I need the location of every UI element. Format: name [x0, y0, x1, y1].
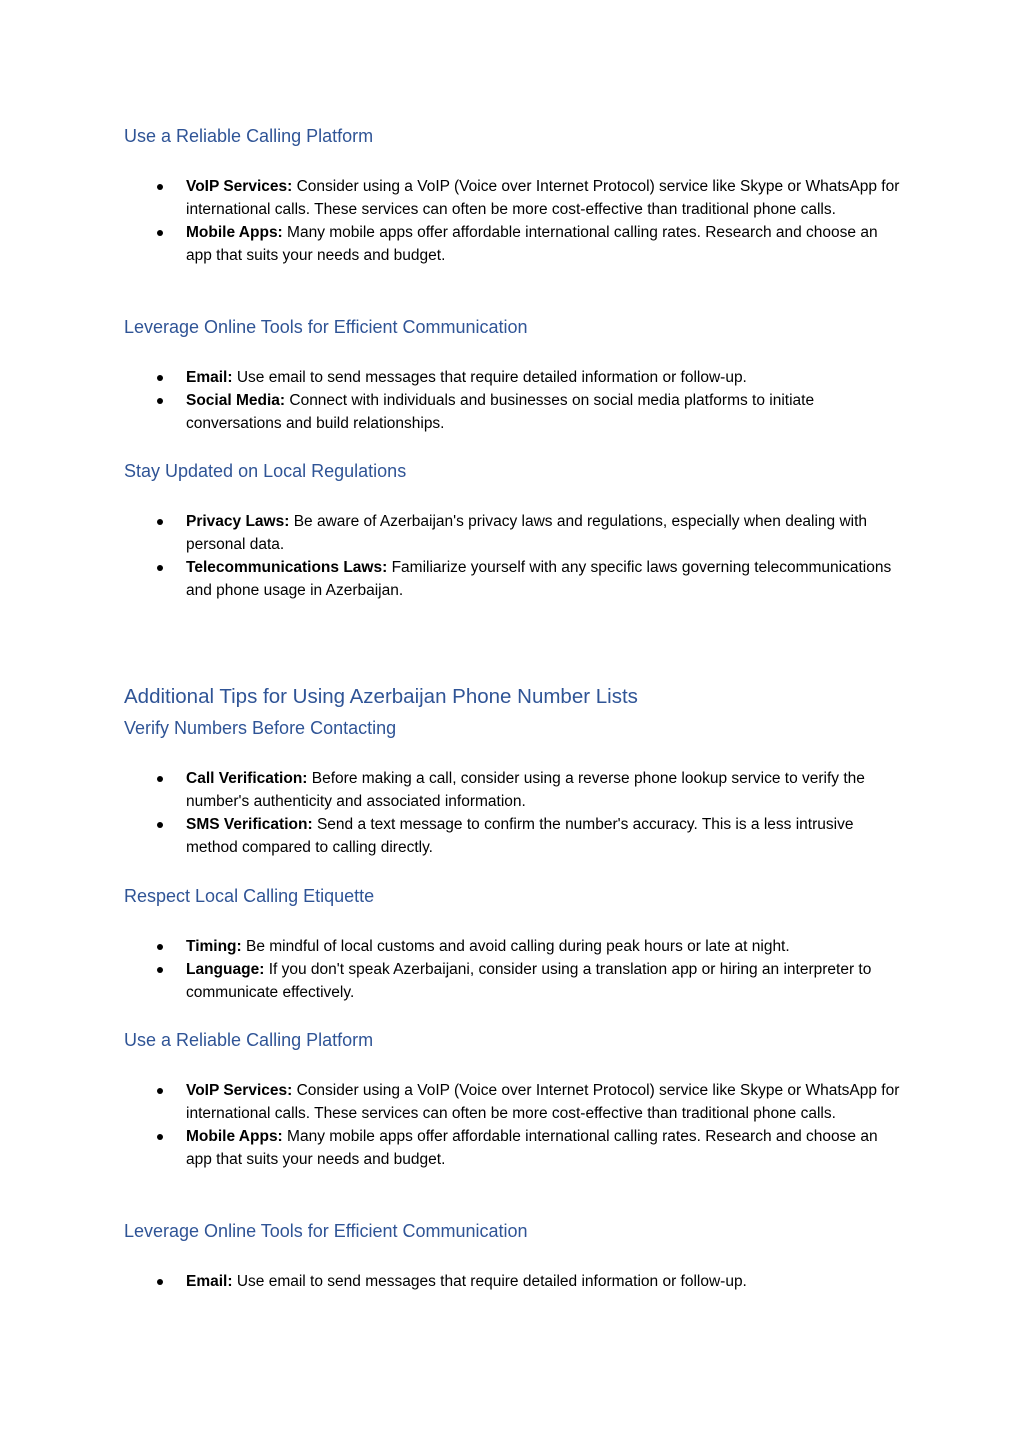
- bullet-list: [124, 935, 904, 1004]
- item-text: If you don't speak Azerbaijani, consider using a translation app or hiring an interpreter to communicate effectively.: [186, 961, 872, 1001]
- section-online-tools: [124, 315, 904, 435]
- item-text: Consider using a VoIP (Voice over Internet Protocol) service like Skype or WhatsApp for international calls. These services can often be more cost-effective than traditional phone calls.: [186, 178, 900, 218]
- item-text: Be mindful of local customs and avoid calling during peak hours or late at night.: [246, 938, 790, 955]
- item-term: Email:: [186, 1273, 233, 1290]
- item-term: VoIP Services:: [186, 178, 293, 195]
- bullet-icon: [157, 967, 163, 973]
- item-text: Use email to send messages that require detailed information or follow-up.: [236, 1273, 747, 1290]
- bullet-list: [124, 1270, 904, 1293]
- document-page: [124, 0, 904, 1447]
- list-item: [124, 1079, 904, 1125]
- list-item: [124, 366, 904, 389]
- list-item: [124, 1125, 904, 1171]
- item-term: Privacy Laws:: [186, 513, 290, 530]
- section-heading: Use a Reliable Calling Platform: [124, 1030, 374, 1050]
- bullet-icon: [157, 398, 163, 404]
- bullet-list: [124, 510, 904, 602]
- section-heading: Respect Local Calling Etiquette: [124, 886, 375, 906]
- item-text: Many mobile apps offer affordable international calling rates. Research and choose an app that suits your needs and budget.: [186, 224, 878, 264]
- bullet-list: [124, 767, 904, 859]
- list-item: [124, 389, 904, 435]
- list-item: [124, 175, 904, 221]
- bullet-list: [124, 366, 904, 435]
- item-text: Before making a call, consider using a reverse phone lookup service to verify the number's authenticity and associated information.: [186, 770, 865, 810]
- list-item: [124, 510, 904, 556]
- item-term: Language:: [186, 961, 265, 978]
- list-item: [124, 813, 904, 859]
- bullet-icon: [157, 822, 163, 828]
- list-item: [124, 221, 904, 267]
- bullet-icon: [157, 375, 163, 381]
- major-heading: Additional Tips for Using Azerbaijan Phone Number Lists: [124, 685, 638, 708]
- item-text: Be aware of Azerbaijan's privacy laws and regulations, especially when dealing with personal data.: [186, 513, 868, 553]
- section-heading: Verify Numbers Before Contacting: [124, 718, 397, 738]
- bullet-icon: [157, 184, 163, 190]
- item-term: Mobile Apps:: [186, 224, 283, 241]
- item-term: Social Media:: [186, 392, 286, 409]
- list-item: [124, 767, 904, 813]
- item-term: Timing:: [186, 938, 242, 955]
- item-text: Familiarize yourself with any specific laws governing telecommunications and phone usage in Azerbaijan.: [186, 559, 892, 599]
- item-text: Connect with individuals and businesses on social media platforms to initiate conversations and build relationships.: [186, 392, 815, 432]
- bullet-icon: [157, 776, 163, 782]
- section-heading: Stay Updated on Local Regulations: [124, 461, 407, 481]
- bullet-list: [124, 175, 904, 267]
- item-term: Telecommunications Laws:: [186, 559, 388, 576]
- item-text: Many mobile apps offer affordable international calling rates. Research and choose an app that suits your needs and budget.: [186, 1128, 878, 1168]
- bullet-icon: [157, 230, 163, 236]
- item-text: Use email to send messages that require detailed information or follow-up.: [236, 369, 747, 386]
- item-term: SMS Verification:: [186, 816, 313, 833]
- section-heading: Leverage Online Tools for Efficient Communication: [124, 317, 528, 337]
- bullet-icon: [157, 519, 163, 525]
- item-term: VoIP Services:: [186, 1082, 293, 1099]
- bullet-icon: [157, 1088, 163, 1094]
- section-heading: Use a Reliable Calling Platform: [124, 126, 374, 146]
- list-item: [124, 1270, 904, 1293]
- section-reliable-calling-platform-repeat: [124, 1028, 904, 1171]
- item-term: Call Verification:: [186, 770, 308, 787]
- item-term: Email:: [186, 369, 233, 386]
- bullet-icon: [157, 565, 163, 571]
- section-verify-numbers: [124, 684, 904, 859]
- bullet-icon: [157, 944, 163, 950]
- item-text: Send a text message to confirm the number's accuracy. This is a less intrusive method compared to calling directly.: [186, 816, 854, 856]
- list-item: [124, 958, 904, 1004]
- bullet-list: [124, 1079, 904, 1171]
- list-item: [124, 556, 904, 602]
- section-reliable-calling-platform: [124, 124, 904, 267]
- item-text: Consider using a VoIP (Voice over Internet Protocol) service like Skype or WhatsApp for international calls. These services can often be more cost-effective than traditional phone calls.: [186, 1082, 900, 1122]
- list-item: [124, 935, 904, 958]
- section-local-regulations: [124, 459, 904, 602]
- section-calling-etiquette: [124, 884, 904, 1004]
- section-heading: Leverage Online Tools for Efficient Communication: [124, 1221, 528, 1241]
- bullet-icon: [157, 1279, 163, 1285]
- section-online-tools-repeat: [124, 1219, 904, 1293]
- item-term: Mobile Apps:: [186, 1128, 283, 1145]
- bullet-icon: [157, 1134, 163, 1140]
